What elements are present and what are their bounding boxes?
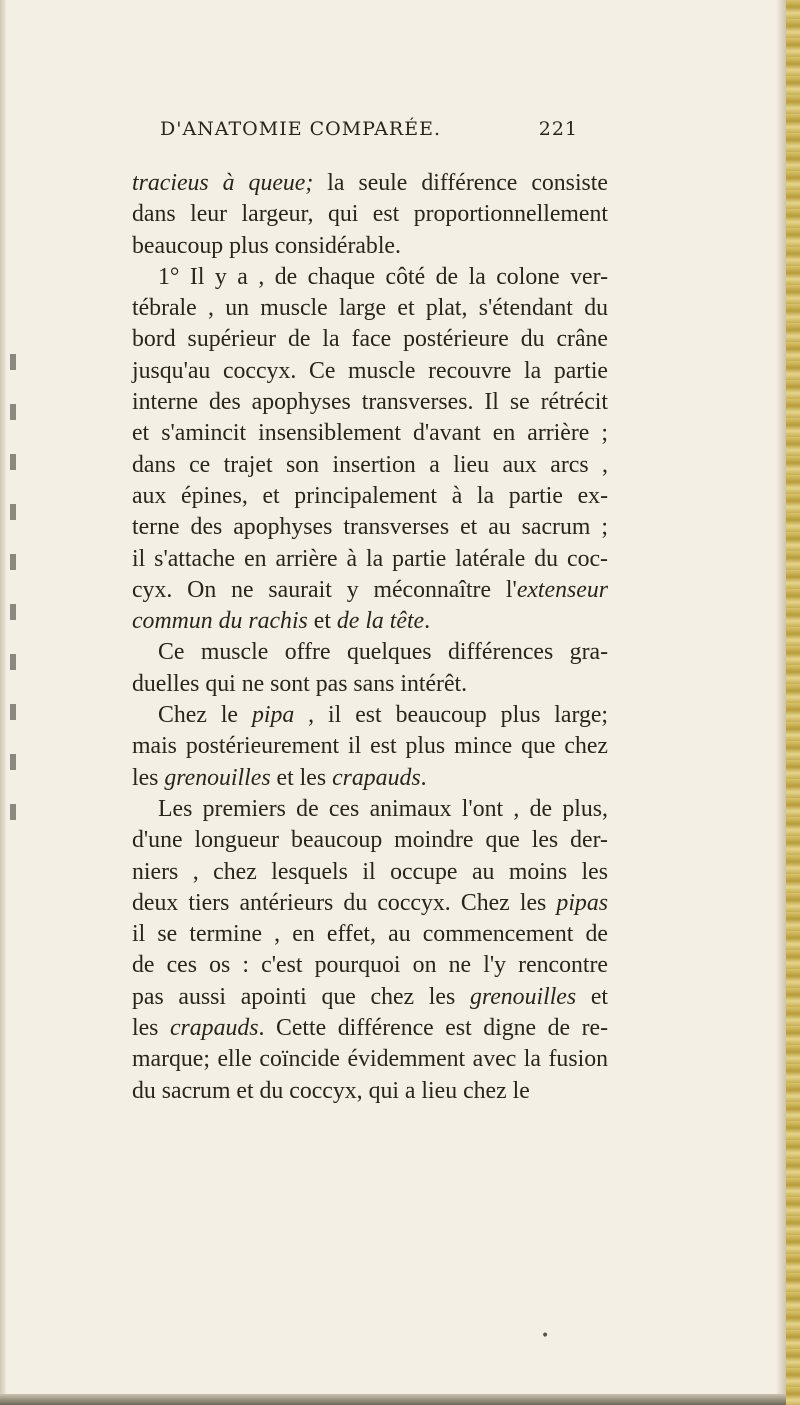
- text-segment: dans leur largeur, qui est proportionnellement: [132, 201, 608, 228]
- ink-speck: •: [541, 1328, 550, 1344]
- text-line: [132, 794, 608, 825]
- text-segment: Ce muscle offre quelques différences gra-: [158, 639, 608, 666]
- text-segment: , il est beaucoup plus large;: [294, 702, 609, 729]
- text-segment: cyx. On ne saurait y méconnaître l': [132, 576, 517, 603]
- text-line: [132, 669, 608, 700]
- text-segment: marque; elle coïncide évidemment avec la fusion: [132, 1046, 608, 1073]
- italic-term: extenseur: [516, 576, 608, 603]
- text-segment: les: [132, 1015, 170, 1042]
- text-segment: jusqu'au coccyx. Ce muscle recouvre la partie: [132, 357, 608, 384]
- italic-term: tracieus à queue;: [132, 170, 314, 196]
- text-line: [132, 700, 608, 731]
- text-segment: les: [132, 764, 165, 791]
- text-line: [132, 293, 608, 324]
- text-line: [132, 575, 608, 606]
- text-line: [132, 919, 608, 950]
- text-segment: niers , chez lesquels il occupe au moins les: [132, 858, 608, 885]
- binding-marks: [10, 320, 16, 840]
- text-segment: et s'amincit insensiblement d'avant en arrière ;: [132, 420, 608, 447]
- text-line: [132, 231, 608, 262]
- page-right-edge: [786, 0, 800, 1405]
- italic-term: pipa: [251, 702, 295, 729]
- text-line: [132, 637, 608, 668]
- page-number: 221: [538, 118, 578, 140]
- text-segment: la seule différence consiste: [313, 170, 608, 196]
- page-gutter-shadow: [776, 0, 786, 1405]
- text-segment: dans ce trajet son insertion a lieu aux arcs ,: [132, 451, 608, 478]
- page-left-edge: [0, 0, 6, 1405]
- text-line: [132, 606, 608, 637]
- text-segment: duelles qui ne sont pas sans intérêt.: [132, 670, 468, 697]
- text-segment: il s'attache en arrière à la partie latérale du coc-: [132, 545, 608, 572]
- italic-term: grenouilles: [164, 764, 271, 791]
- text-line: [132, 825, 608, 856]
- text-segment: pas aussi apointi que chez les: [132, 983, 470, 1010]
- text-segment: mais postérieurement il est plus mince que chez: [132, 733, 608, 760]
- text-line: [132, 262, 608, 293]
- text-segment: bord supérieur de la face postérieure du crâne: [132, 326, 608, 353]
- text-line: [132, 857, 608, 888]
- text-segment: .: [424, 608, 431, 635]
- text-line: [132, 387, 608, 418]
- text-segment: aux épines, et principalement à la partie ex-: [132, 482, 608, 509]
- text-segment: . Cette différence est digne de re-: [258, 1015, 608, 1042]
- text-segment: Les premiers de ces animaux l'ont , de plus,: [158, 795, 608, 822]
- text-segment: Chez le: [158, 702, 252, 729]
- text-segment: .: [420, 764, 427, 791]
- text-segment: et les: [270, 764, 333, 791]
- italic-term: grenouilles: [469, 983, 577, 1010]
- text-line: [132, 950, 608, 981]
- italic-term: pipas: [556, 889, 608, 916]
- text-segment: 1° Il y a , de chaque côté de la colone ver-: [158, 263, 608, 290]
- text-segment: beaucoup plus considérable.: [132, 232, 401, 259]
- text-segment: et: [307, 608, 337, 635]
- italic-term: commun du rachis: [132, 608, 308, 635]
- text-line: [132, 168, 608, 199]
- text-line: [132, 324, 608, 355]
- text-segment: deux tiers antérieurs du coccyx. Chez les: [132, 889, 557, 916]
- text-line: [132, 982, 608, 1013]
- text-line: [132, 1044, 608, 1075]
- text-line: [132, 418, 608, 449]
- text-segment: du sacrum et du coccyx, qui a lieu chez le: [132, 1077, 530, 1104]
- italic-term: crapauds: [169, 1015, 259, 1042]
- italic-term: de la tête: [336, 608, 425, 635]
- running-head: D'ANATOMIE COMPARÉE.: [160, 118, 442, 140]
- text-line: [132, 544, 608, 575]
- text-line: [132, 356, 608, 387]
- text-line: [132, 1013, 608, 1044]
- text-line: [132, 888, 608, 919]
- italic-term: crapauds: [332, 764, 421, 791]
- text-line: [132, 763, 608, 794]
- text-line: [132, 731, 608, 762]
- body-text: [132, 168, 608, 1107]
- text-segment: interne des apophyses transverses. Il se rétrécit: [132, 389, 608, 416]
- text-line: [132, 512, 608, 543]
- text-line: [132, 481, 608, 512]
- text-line: [132, 1076, 608, 1107]
- text-segment: tébrale , un muscle large et plat, s'étendant du: [132, 295, 608, 322]
- text-segment: et: [576, 983, 609, 1010]
- text-line: [132, 450, 608, 481]
- text-segment: d'une longueur beaucoup moindre que les der-: [132, 827, 608, 854]
- text-segment: terne des apophyses transverses et au sacrum ;: [132, 514, 608, 541]
- text-segment: il se termine , en effet, au commencement de: [132, 921, 608, 948]
- text-segment: de ces os : c'est pourquoi on ne l'y rencontre: [132, 952, 608, 979]
- page-bottom-edge: [0, 1394, 786, 1405]
- text-line: [132, 199, 608, 230]
